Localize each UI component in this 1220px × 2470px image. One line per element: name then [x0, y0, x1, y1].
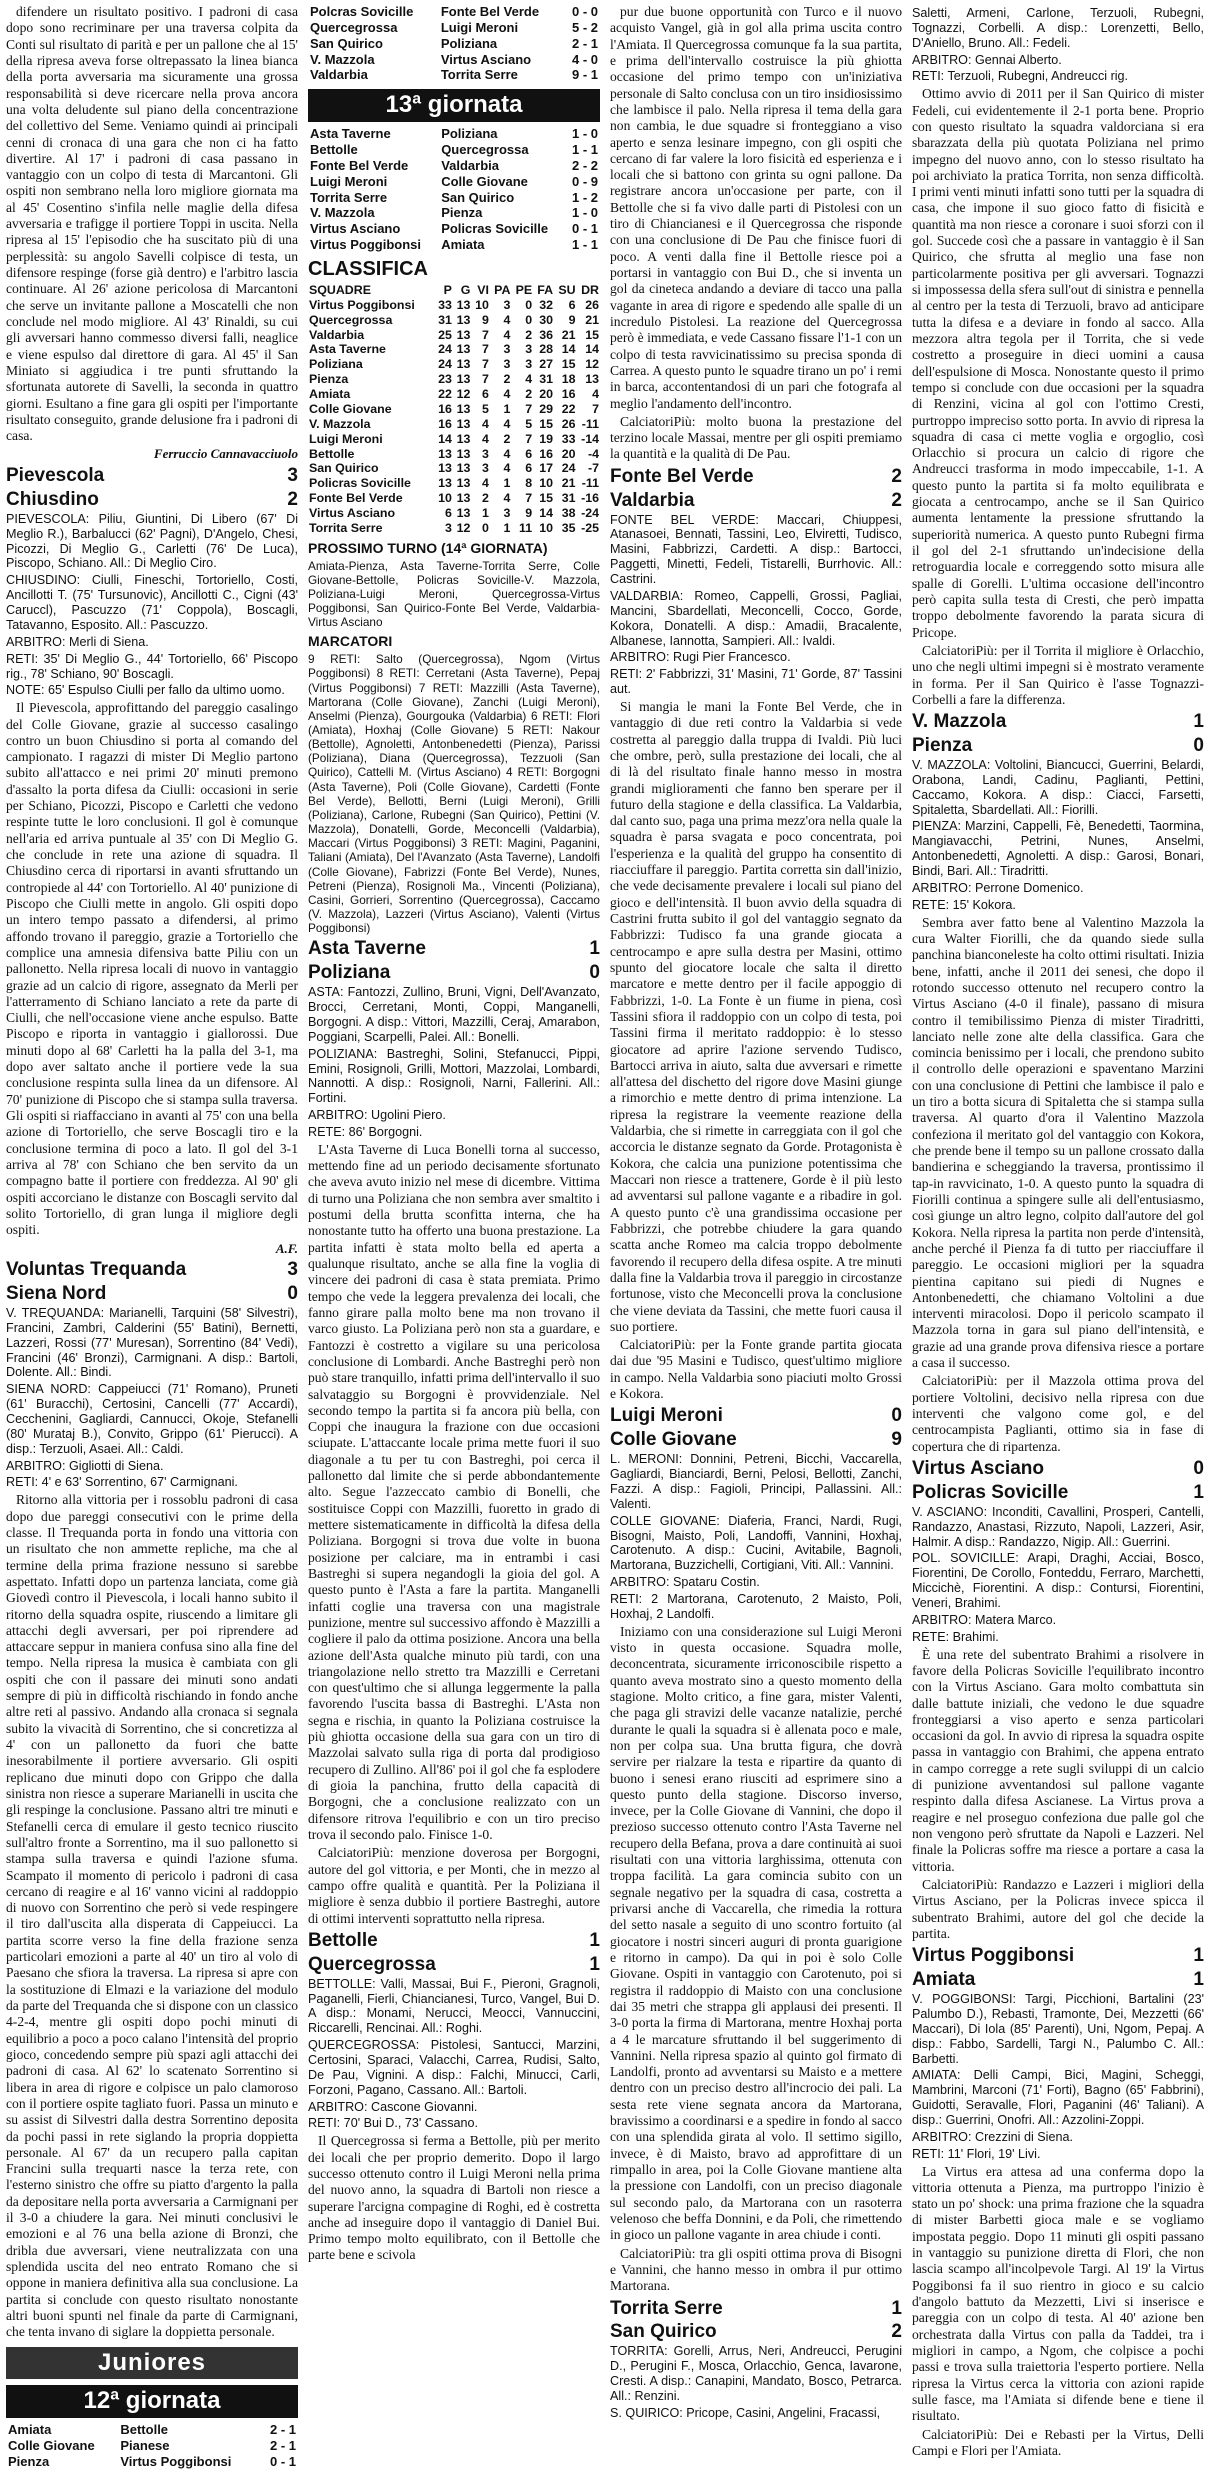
stat-cell: 13: [438, 461, 452, 476]
standings-row: [308, 387, 600, 402]
stat-cell: 9: [568, 312, 576, 327]
stat-cell: 13: [456, 357, 471, 372]
article-text: Ottimo avvio di 2011 per il San Quirico di mister Fedeli, cui evidentemente il 2-1 porta bene. Proprio con questo risultato la squadra valdorciana si era sbarazzata della più quotata Poliziana nel primo impegno del nuovo anno, con lo stesso risultato ha poi archiviato la pratica Torrita, non senza difficoltà. I primi venti minuti infatti sono tutti per la squadra di casa, che impone il suo gioco fatto di fisicità e quantità ma non riesce a coronare i suoi sforzi con il gol. Succede così che a passare in vantaggio è il San Quirico, che sfrutta al meglio una fase non particolarmente positiva per gli avversari. Tognazzi si impossessa della sfera sull'out di sinistra e pennella al centro per la testa di Terzuoli, bravo ad anticipare tutta la difesa e a deviare in fondo al sacco. Alla mezzora altra tegola per il Torrita, che si vede costretto a proseguire in dieci uomini a causa dell'espulsione di Mosca. Nonostante questo il primo tempo si conclude con due occasioni per la squadra di Renzini, vicina al gol con l'ottimo Cresti, purtroppo impreciso sotto porta. In avvio di ripresa la squadra di casa ci mette voglia e orgoglio, così Orlacchio si procura un calcio di rigore che Andreucci trasforma in modo impeccabile, 1-1. A questo punto la partita si fa molto equilibrata e giocata a centrocampo, anche se il San Quirico aumenta lentamente la pressione sfruttando la superiorità numerica. A questo punto Rubegni firma il gol del 2-1 sfruttando un'indecisione della retroguardia locale e correggendo sotto misura alle spalle di Gorelli. L'ultima occasione dell'incontro però capita sulla testa di Cresti, che però impatta troppo debolmente favorendo la parata sicura di Pricope.: [912, 86, 1204, 640]
goals: RETI: 4' e 63' Sorrentino, 67' Carmignani.: [6, 1475, 238, 1490]
stat-cell: 7: [482, 327, 489, 342]
stat-cell: 3: [482, 461, 489, 476]
standings-row: [308, 506, 600, 521]
round-band: 12ª giornata: [6, 2385, 298, 2418]
result-row: San Quirico Poliziana 2 - 1: [310, 35, 598, 51]
stat-cell: 4: [503, 387, 511, 402]
stat-cell: 12: [585, 357, 599, 372]
stat-cell: 7: [525, 431, 533, 446]
stat-cell: -24: [581, 506, 599, 521]
stat-cell: 10: [539, 476, 554, 491]
lineup-away: POL. SOVICILLE: Arapi, Draghi, Acciai, Bosco, Fiorentini, De Corollo, Fonteddu, Ferraro, Marchetti, Miccichè, Fiorentini. A disp.: Contursi, Fiorentini, Veneri, Brahimi.: [912, 1551, 1204, 1610]
lineup-away: VALDARBIA: Romeo, Cappelli, Grossi, Pagliai, Mancini, Sbardellati, Meconcelli, Cocco, Gorde, Kokora, Donatelli. A disp.: Amadii, Bracalente, Albanese, Iannotta, Sampieri. All.: Ivaldi.: [610, 588, 902, 648]
stat-cell: 5: [482, 401, 489, 416]
match-home: Asta Taverne 1: [308, 938, 600, 960]
player-notes: CalciatoriPiù: Randazzo e Lazzeri i migliori della Virtus Asciano, per la Policras invece spicca il subentrato Brahimi, autore del gol che decide la partita.: [912, 1876, 1204, 1941]
stat-cell: 13: [438, 476, 452, 491]
stat-cell: 17: [539, 461, 554, 476]
result-row: V. Mazzola Virtus Asciano 4 - 0: [310, 51, 598, 67]
stat-cell: 26: [561, 416, 576, 431]
section-band-juniores: Juniores: [6, 2347, 298, 2380]
stat-cell: 8: [525, 476, 533, 491]
standings-title: CLASSIFICA: [308, 257, 428, 280]
result-row: Pienza Virtus Poggibonsi 0 - 1: [8, 2453, 296, 2469]
stat-cell: 25: [438, 327, 452, 342]
article-text: È una rete del subentrato Brahimi a risolvere in favore della Policras Sovicille l'equilibrato incontro con la Virtus Asciano. Gara molto combattuta sin dalle battute iniziali, che vedono le due squadre fronteggiarsi a viso aperto e senza particolari occasioni da gol. In avvio di ripresa la squadra ospite passa in vantaggio con Brahimi, che appena entrato in campo corregge a rete sugli sviluppi di un calcio di punizione avventandosi sul pallone vagante respinto dalla difesa Ascianese. La Virtus prova a reagire e nel proseguo confeziona due palle gol che non vengono però sfruttate da Napoli e Lazzeri. Nel finale la Policras soffre ma riesce a portare a casa la vittoria.: [912, 1646, 1204, 1874]
stat-cell: 13: [456, 342, 471, 357]
stat-cell: 13: [456, 327, 471, 342]
stat-cell: 6: [525, 446, 533, 461]
stat-cell: -11: [581, 416, 599, 431]
player-notes: CalciatoriPiù: molto buona la prestazione del terzino locale Massai, mentre per gli ospiti premiamo la quantità e la qualità di De Pau.: [610, 413, 902, 462]
team-name: San Quirico: [309, 461, 379, 476]
stat-cell: 31: [539, 372, 554, 387]
team-name: Colle Giovane: [309, 401, 392, 416]
lineup-home: V. ASCIANO: Inconditi, Cavallini, Prosperi, Cantelli, Randazzo, Anastasi, Rizzuto, Napoli, Lazzeri, Asir, Halmir. A disp.: Randazzo, Nigip. All.: Guerrini.: [912, 1504, 1204, 1549]
match-home: Torrita Serre 1: [610, 2297, 902, 2319]
goals: RETI: Terzuoli, Rubegni, Andreucci rig.: [912, 69, 1129, 84]
result-row: Polcras Sovicille Fonte Bel Verde 0 - 0: [310, 4, 598, 19]
stat-cell: 20: [561, 446, 576, 461]
stat-cell: 10: [475, 297, 489, 312]
goals: RETI: 2' Fabbrizzi, 31' Masini, 71' Gorde, 87' Tassini aut.: [610, 667, 902, 697]
standings-row: [308, 402, 600, 417]
stat-cell: 1: [482, 506, 489, 521]
scorers-title: MARCATORI: [308, 633, 393, 650]
juniores-results-table: [6, 2422, 298, 2470]
result-row: Fonte Bel Verde Valdarbia 2 - 2: [310, 157, 598, 173]
stat-cell: 14: [561, 342, 576, 357]
team-name: V. Mazzola: [309, 416, 371, 431]
stat-cell: -25: [581, 520, 599, 535]
stat-cell: 4: [482, 431, 489, 446]
match-home: Virtus Asciano 0: [912, 1457, 1204, 1479]
stat-cell: 33: [561, 431, 576, 446]
stat-cell: 0: [525, 312, 533, 327]
match-home: V. Mazzola 1: [912, 711, 1204, 733]
stat-cell: 13: [456, 431, 471, 446]
scorers-list: 9 RETI: Salto (Quercegrossa), Ngom (Virtus Poggibonsi) 8 RETI: Cerretani (Asta Taverne), Pepaj (Virtus Poggibonsi) 7 RETI: Mazzilli (Asta Taverne), Martorana (Colle Giovane), Zanchi (Luigi Meroni), Anselmi (Pienza), Gourgouka (Valdarbia) 6 RETI: Flori (Amiata), Hoxhaj (Colle Giovane) 5 RETI: Nakour (Bettolle), Agnoletti, Antonbenedetti (Pienza), Parissi (Poliziana), Diana (Quercegrossa), Tezzuoli (San Quirico), Cattelli M. (Virtus Asciano) 4 RETI: Borgogni (Asta Taverne), Poli (Colle Giovane), Cardetti (Fonte Bel Verde), Bellotti, Berni (Luigi Meroni), Grilli (Poliziana), Carlone, Rubegni (San Quirico), Pettini (V. Mazzola), Donatelli, Gorde, Meconcelli (Valdarbia), Maccari (Virtus Poggibonsi) 3 RETI: Magini, Paganini, Taliani (Amiata), Del l'Avanzato (Asta Taverne), Landolfi (Colle Giovane), Fabrizzi (Fonte Bel Verde), Nunes, Petreni (Pienza), Rosignoli Ma., Vincenti (Poliziana), Casini, Gorrieri, Sorrentino (Quercegrossa), Caccamo (V. Mazzola), Lazzeri (Virtus Asciano), Valenti (Virtus Poggibonsi): [308, 652, 600, 936]
stat-cell: 23: [438, 372, 452, 387]
stat-cell: 2: [525, 327, 533, 342]
stat-cell: 0: [482, 520, 489, 535]
article-text: La Virtus era attesa ad una conferma dopo la vittoria ottenuta a Pienza, ma purtroppo l'inizio è stato un po' shock: una prima frazione che la squadra di mister Barbetti gioca male e se vogliamo impostata peggio. Dopo 11 minuti gli ospiti passano in vantaggio su punizione diretta di Flori, che non lascia scampo all'incolpevole Targi. Al 19' la Virtus Poggibonsi fa il suo rientro in gioco e su calcio d'angolo battuto da Mezzetti, Livi si inserisce e pareggia con un colpo di testa. Al 40' azione ben orchestrata dalla Virtus con palla da Taddei, tra i migliori in campo, a Ngom, che colpisce a pochi passi e trova sulla traiettoria l'esperto portiere. Nella ripresa la Virtus cerca la vittoria con azioni rapide sulle fasce, ma l'Amiata si difende bene e tiene il risultato.: [912, 2163, 1204, 2424]
match-away: Amiata 1: [912, 1969, 1204, 1991]
stat-cell: 33: [438, 297, 452, 312]
lineup-away: SIENA NORD: Cappeiucci (71' Romano), Pruneti (61' Buracchi), Certosini, Cancelli (77' Accardi), Cecchenini, Gagliardi, Cannucci, Okoje, Stefanelli (80' Murataj B.), Convito, Grippo (61' Pierucci). A disp.: Terzuoli, Asaei. All.: Caldi.: [6, 1382, 298, 1456]
goals: RETI: 2 Martorana, Carotenuto, 2 Maisto, Poli, Hoxhaj, 2 Landolfi.: [610, 1591, 902, 1621]
article-text: pur due buone opportunità con Turco e il nuovo acquisto Vangel, già in gol alla prima uscita contro l'Amiata. Il Quercegrossa comunque fa la sua partita, e prima dell'intervallo costruisce la più ghiotta occasione del primo tempo con un'iniziativa personale di Salto conclusa con un tiro insidiosissimo che lambisce il palo. Nella ripresa il tema della gara non cambia, le due squadre si fronteggiano a viso aperto e senza lesinare impegno, con gli ospiti che cercano di far valere la loro fisicità ed esperienza e i locali che si battono con grinta su ogni pallone. Da registrare ancora un'occasione per parte, con il Bettolle che si fa vivo dalle parti di Pistolesi con un tiro di Chiancianesi e il Quercegrossa che risponde con una conclusione di De Pau che finisce fuori di poco. A venti dalla fine il Bettolle riesce poi a portarsi in vantaggio con Bui D., che si inventa un gol da cineteca andando a deviare di tacco una palla vagante in area di rigore e spedendo alle spalle di un incredulo Pistolesi. La reazione del Quercegrossa però è immediata, e vede Cassano fissare l'1-1 con un colpo di testa ravvicinatissimo su precisa sponda di Carrea. A questo punto le squadre tirano un po' i remi in barca, accontentandosi di un pari che fotografa al meglio l'andamento dell'incontro.: [610, 4, 902, 411]
referee: ARBITRO: Perrone Domenico.: [912, 880, 1084, 895]
result-row: Torrita Serre San Quirico 1 - 2: [310, 189, 598, 205]
stat-cell: 31: [438, 312, 452, 327]
article-text: Sembra aver fatto bene al Valentino Mazzola la cura Walter Fiorilli, che da quando siede sulla panchina bianconeleste ha colto ottimi risultati. Inizia bene, infatti, anche il 2011 dei senesi, che dopo il rotondo successo ottenuto nel recupero contro la Virtus Asciano (4-0 il finale), passano di misura contro il temibilissimo Pienza di mister Tiradritti, lanciato nelle zone alte della classifica. Gara che comincia benissimo per i locali, che prendono subito il controllo delle operazioni e spaventano Marzini con una conclusione di Pettini che lambisce il palo e un tiro a botta sicura di Spitaletta che si stampa sulla traversa. Al quarto d'ora il Valentino Mazzola confeziona il meritato gol del vantaggio con Kokora, che prende bene il tempo su un pallone crossato dalla bandierina e scheggiando la traversa, prontissimo il tap-in ravvicinato, 1-0. A questo punto la squadra di Fiorilli continua a spingere sulle ali dell'entusiasmo, così giunge un altro legno, colpito dall'autore del gol Kokora. Nella ripresa la partita non perde d'intensità, anche perché il Pienza fa di tutto per riacciuffare il pareggio. Le occasioni migliori per la squadra pientina capitano sui piedi di Nugnes e Antonbenedetti, che chiamano Voltolini a due interventi miracolosi. Dopo il pericolo scampato il Mazzola torna in gara sul piano dell'intensità, e grazie ad una grande prova difensiva riesce a portare a casa il successo.: [912, 914, 1204, 1371]
match-home: Virtus Poggibonsi 1: [912, 1945, 1204, 1967]
stat-cell: 20: [539, 387, 554, 402]
stat-cell: 13: [456, 372, 471, 387]
stat-cell: -4: [587, 446, 599, 461]
stat-cell: 16: [438, 401, 452, 416]
player-notes: CalciatoriPiù: Dei e Rebasti per la Virtus, Delli Campi e Flori per l'Amiata.: [912, 2426, 1204, 2458]
stat-cell: 15: [539, 416, 554, 431]
stat-cell: -7: [587, 461, 599, 476]
stat-cell: 2: [482, 491, 489, 506]
column-1: [6, 4, 298, 2469]
stat-cell: 4: [525, 372, 533, 387]
stat-cell: 24: [438, 357, 452, 372]
match-away: Siena Nord 0: [6, 1283, 298, 1305]
lineup-home: BETTOLLE: Valli, Massai, Bui F., Pieroni, Gragnoli, Paganelli, Fierli, Chiancianesi, Turco, Vangel, Bui D. A disp.: Monami, Nerucci, Meocci, Vannuccini, Riccarelli, Rencinai. All.: Roghi.: [308, 1976, 600, 2036]
stat-cell: 16: [539, 446, 554, 461]
standings-header-row: SQUADRE P G VI PA PE FA SU DR: [309, 282, 599, 297]
stat-cell: 1: [503, 476, 511, 491]
stat-cell: 7: [592, 401, 599, 416]
stat-cell: 13: [456, 446, 471, 461]
stat-cell: 4: [592, 387, 599, 402]
column-3: [610, 4, 902, 2420]
stat-cell: 13: [456, 491, 471, 506]
next-round-title: PROSSIMO TURNO (14ª GIORNATA): [308, 539, 548, 556]
match-away: Chiusdino 2: [6, 488, 298, 510]
referee: ARBITRO: Rugi Pier Francesco.: [610, 650, 791, 665]
stat-cell: -14: [581, 431, 599, 446]
article-text: Iniziamo con una considerazione sul Luigi Meroni visto in questa occasione. Squadra molle, deconcentrata, sicuramente irriconoscibile rispetto a quanto aveva mostrato sino a questo momento della stagione. Molto critico, a fine gara, mister Valenti, che paga gli stravizi delle vacanze natalizie, perché durante le quali la squadra si è allenata poco e male, non per colpa sua. Una brutta figura, che dovrà servire per rialzare la testa e ripartire da quanto di buono i senesi erano riusciti ad esprimere sino a questo punto della stagione. Discorso inverso, invece, per la Colle Giovane di Vannini, che dopo il prezioso successo ottenuto contro l'Asta Taverne nel recupero della Befana, prova a dare continuità ai suoi risultati con una vittoria larghissima, ottenuta con troppa facilità. La gara comincia subito con un segnale negativo per la squadra di casa, costretta a privarsi anche di Vaccarella, che rimedia la rottura del setto nasale a seguito di uno scontro fortuito (al giocatore i nostri sinceri auguri di pronta guarigione e ritorno in campo). Da qui in poi è solo Colle Giovane. Ospiti in vantaggio con Carotenuto, poi si registra il raddoppio di Maisto con una conclusione dai 35 metri che strappa gli applausi dei presenti. Il 3-0 porta la firma di Martorana, mentre Hoxhaj porta a 4 le marcature sfruttando il bel suggerimento di Vannini. Nella ripresa spazio al quinto gol firmato di Landolfi, pronto ad avventarsi su Maisto e a mettere dentro con un preciso destro all'incrocio dei pali. La sesta rete viene segnata ancora da Martorana, bravissimo a coordinarsi e a spedire in fondo al sacco con una splendida girata al volo. Il settimo sigillo, invece, è di Maisto, bravo ad approfittare di un rimpallo in area, poi la Colle Giovane mantiene alta la pressione con Landolfi, con un preciso diagonale sul secondo palo, da Martorana con un rasoterra velenoso che beffa Donnini, e da Poli, che rimettendo in gioco un pallone vagante in area chiude i conti.: [610, 1623, 902, 2243]
stat-cell: 31: [561, 491, 576, 506]
stat-cell: 21: [561, 327, 576, 342]
stat-cell: 2: [503, 431, 511, 446]
stat-cell: 6: [568, 297, 576, 312]
stat-cell: 13: [456, 312, 471, 327]
player-notes: CalciatoriPiù: per il Torrita il migliore è Orlacchio, uno che negli ultimi impegni si è mostrato veramente in forma. Per il San Quirico è l'asse Tognazzi-Corbelli a fare la differenza.: [912, 642, 1204, 707]
referee: ARBITRO: Crezzini di Siena.: [912, 2129, 1073, 2144]
result-row: Colle Giovane Pianese 2 - 1: [8, 2438, 296, 2454]
stat-cell: 13: [585, 372, 599, 387]
stat-cell: 4: [482, 476, 489, 491]
result-row: Asta Taverne Poliziana 1 - 0: [310, 126, 598, 142]
stat-cell: 2: [525, 387, 533, 402]
standings-row: [308, 521, 600, 536]
stat-cell: 4: [482, 416, 489, 431]
stat-cell: 3: [482, 446, 489, 461]
stat-cell: 4: [503, 416, 511, 431]
referee: ARBITRO: Gennai Alberto.: [912, 52, 1062, 67]
stat-cell: 14: [539, 506, 554, 521]
match-away: Quercegrossa 1: [308, 1953, 600, 1975]
stat-cell: 13: [456, 461, 471, 476]
stat-cell: 22: [438, 387, 452, 402]
stat-cell: 7: [482, 357, 489, 372]
previous-results-table: [308, 4, 600, 83]
stat-cell: 26: [585, 297, 599, 312]
stat-cell: 14: [438, 431, 452, 446]
referee: ARBITRO: Gigliotti di Siena.: [6, 1458, 164, 1473]
stat-cell: 13: [456, 476, 471, 491]
stat-cell: 4: [503, 446, 511, 461]
standings-table: [308, 283, 600, 536]
team-name: Bettolle: [309, 446, 355, 461]
stat-cell: 14: [585, 342, 599, 357]
stat-cell: 13: [456, 401, 471, 416]
stat-cell: 4: [503, 491, 511, 506]
team-name: Valdarbia: [309, 327, 365, 342]
result-row: Quercegrossa Luigi Meroni 5 - 2: [310, 19, 598, 35]
match-away: Colle Giovane 9: [610, 1429, 902, 1451]
referee: ARBITRO: Cascone Giovanni.: [308, 2099, 478, 2114]
standings-row: [308, 476, 600, 491]
article-text: difendere un risultato positivo. I padroni di casa dopo sono recriminare per una traversa colpita da Conti sul risultato di parità e per un pallone che al 15' della ripresa aveva forse oltrepassato la linea bianca della porta avversaria ma sicuramente una grossa responsabilità si deve ricercare nella prova ancora una volta deludente sul piano della concentrazione del collettivo del Seme. Veniamo quindi ai principali cenni di cronaca di una gara che non ci ha fatto divertire. Al 17' i padroni di casa passano in vantaggio con un colpo di testa di Marcantoni. Gli ospiti non sembrano nella loro migliore giornata ma al 45' Cosentino s'infila nelle maglie della difesa avversaria e trafigge il portiere Toppi in uscita. Nella ripresa al 15' l'episodio che ha suscitato più di una perplessità: su angolo Savelli colpisce di testa, un difensore respinge (forse già dentro) e l'arbitro lascia continuare. Al 26' azione pericolosa di Marcantoni che serve un invitante pallone a Moscatelli che non conclude nel modo migliore. Al 43' Rinaldi, su cui gli avversari hanno commesso diversi falli, neaglice e viene espulso dal direttore di gara. Al 45' il San Miniato si aggiudica i tre punti sfruttando la sfortunata autorete di Savelli, la seconda in quattro giorni. Esultano a fine gara gli ospiti per l'importante risultato conseguito, grande delusione fra i padroni di casa.: [6, 4, 298, 444]
stat-cell: 27: [539, 357, 554, 372]
stat-cell: 3: [503, 297, 511, 312]
standings-row: [308, 328, 600, 343]
player-notes: CalciatoriPiù: per il Mazzola ottima prova del portiere Voltolini, decisivo nella ripresa con due interventi che valgono come gol, e del centrocampista Paglianti, ottimo sia in fase di copertura che di ripartenza.: [912, 1373, 1204, 1454]
notes: NOTE: 65' Espulso Ciulli per fallo da ultimo uomo.: [6, 683, 285, 698]
stat-cell: 12: [456, 387, 471, 402]
stat-cell: 6: [445, 506, 452, 521]
stat-cell: 19: [539, 431, 554, 446]
lineup-home: PIEVESCOLA: Piliu, Giuntini, Di Libero (67' Di Meglio R.), Barbalucci (62' Pagni), D'Angelo, Chesi, Picozzi, Di Meglio G., Carletti (76' De Luca), Piscopo, Schiano. All.: Di Meglio Ciro.: [6, 511, 298, 571]
stat-cell: 9: [482, 312, 489, 327]
standings-row: [308, 447, 600, 462]
team-name: Asta Taverne: [309, 342, 386, 357]
stat-cell: 18: [561, 372, 576, 387]
stat-cell: 16: [438, 416, 452, 431]
stat-cell: 7: [482, 372, 489, 387]
stat-cell: 35: [561, 520, 576, 535]
lineup-away: S. QUIRICO: Pricope, Casini, Angelini, Fracassi,: [610, 2405, 881, 2420]
referee: ARBITRO: Spataru Costin.: [610, 1575, 760, 1590]
stat-cell: -11: [581, 476, 599, 491]
stat-cell: 7: [525, 401, 533, 416]
lineup-home: V. TREQUANDA: Marianelli, Tarquini (58' Silvestri), Francini, Zambri, Calderini (55' Batini), Bernetti, Lazzeri, Rossi (77' Muresan), Sorrentino (84' Vedi), Francini (46' Bronzi), Carmignani. A disp.: Bartoli, Dolente. All.: Bindi.: [6, 1306, 298, 1380]
result-row: Luigi Meroni Colle Giovane 0 - 9: [310, 173, 598, 189]
referee: ARBITRO: Merli di Siena.: [6, 634, 149, 649]
stat-cell: 28: [539, 342, 554, 357]
goals: RETI: 35' Di Meglio G., 44' Tortoriello, 66' Piscopo rig., 78' Schiano, 90' Boscagli.: [6, 651, 298, 681]
stat-cell: 5: [525, 416, 533, 431]
lineup-home: V. MAZZOLA: Voltolini, Biancucci, Guerrini, Belardi, Orabona, Landi, Cadinu, Paglianti, Pettini, Caccamo, Kokora. A disp.: Ciacci, Farsetti, Spitaletta, Sbardellati. All.: Fiorilli.: [912, 758, 1204, 817]
author-signature: Ferruccio Cannavacciuolo: [153, 446, 298, 462]
stat-cell: 21: [561, 476, 576, 491]
standings-row: [308, 357, 600, 372]
stat-cell: 7: [525, 491, 533, 506]
column-2: [308, 4, 600, 2324]
stat-cell: 3: [503, 342, 511, 357]
stat-cell: 29: [539, 401, 554, 416]
stat-cell: 3: [525, 357, 533, 372]
match-away: Valdarbia 2: [610, 489, 902, 511]
stat-cell: 13: [456, 416, 471, 431]
team-name: Quercegrossa: [309, 312, 393, 327]
stat-cell: 3: [525, 342, 533, 357]
stat-cell: 15: [585, 327, 599, 342]
match-home: Luigi Meroni 0: [610, 1405, 902, 1427]
stat-cell: 1: [503, 520, 511, 535]
article-text: Ritorno alla vittoria per i rossoblu padroni di casa dopo due pareggi consecutivi con le prime della classe. Il Trequanda porta in fondo una vittoria con un risultato che non ammette repliche, ma che al termine della prima frazione nessuno si sarebbe aspettato. Infatti dopo un partenza lanciata, come già Giovedì contro il Pievescola, i locali hanno subito il ritorno della squadra ospite, riuscendo a limitare gli attacchi degli avversari, per poi riprendere ad attaccare seppur in maniera confusa sino alla fine del tempo. Nella ripresa la musica è cambiata con gli ospiti che con il passare dei minuti sono andati sempre di più in difficoltà rischiando in fondo anche altre reti al passivo. Andando alla cronaca si segnala subito la vivacità di Sorrentino, che si concretizza al 4' con un pallonetto da fuori che batte inesorabilmente il portiere avversario. Gli ospiti replicano due minuti dopo con Grippo che dalla sinistra non riesce a superare Marianelli in uscita che gli respinge la conclusione. Passano altri tre minuti e Stefanelli cerca di emulare il gesto tecnico riuscito sull'altro fronte a Sorrentino, ma il suo pallonetto si stampa sulla traversa e quindi l'azione sfuma. Scampato il momento di pericolo i padroni di casa cercano di reagire e al 16' vanno vicini al raddoppio di nuovo con Sorrentino che però si vede respingere il tiro dall'uscita alla disperata di Cappeiucci. La partita scorre verso la fine della frazione senza particolari emozioni a parte al 40' un tiro al volo di Paesano che sfiora la traversa. La ripresa si apre con la sostituzione di Elmazi e la variazione del modulo da parte del Trequanda che si dispone con un classico 4-2-4, mentre gli ospiti dopo pochi minuti di equilibrio a poco a poco calano l'intensità del proprio gioco, concedendo sempre più spazi agli attacchi dei padroni di casa. Al 62' lo scatenato Sorrentino si libera in area di rigore e colpisce un palo clamoroso con il portiere ospite tagliato fuori. Passa un minuto e su assist di Silvestri dalla destra Sorrentino deposita da pochi passi in rete siglando la propria doppietta personale. Al 67' da un recupero palla capitan Francini sulla trequarti nasce la terza rete, con l'esterno sinistro che offre su piatto d'argento la palla da depositare nella porta avversaria a Carmignani per il 3-0 a chiudere la gara. Nei minuti conclusivi le emozioni e al 76 una bella azione di Bronzi, che dribla due avversari, viene neutralizzata con una splendida uscita del neo entrato Romano che si oppone in maniera definitiva alla sua conclusione. La partita si conclude con questo risultato nonostante altri buoni spunti nel finale da parte di Carmignani, che tenta invano di siglare la doppietta personale.: [6, 1492, 298, 2340]
stat-cell: 15: [561, 357, 576, 372]
round-band: 13ª giornata: [308, 89, 600, 122]
lineup-away: Saletti, Armeni, Carlone, Terzuoli, Rubegni, Tognazzi, Corbelli. A disp.: Lorenzetti, Bello, D'Aniello, Bruno. All.: Fedeli.: [912, 6, 1204, 50]
stat-cell: 3: [445, 520, 452, 535]
article-text: Il Pievescola, approfittando del pareggio casalingo del Colle Giovane, grazie al successo casalingo contro un buon Chiusdino si porta al comando del campionato. I ragazzi di mister Di Meglio partono subito all'attacco e nei primi 20' minuti premono d'assalto la porta difesa da Ciulli: occasioni in serie per Schiano, Picozzi, Piscopo e Carletti che vedono respinte tutte le loro conclusioni. Il gol è comunque nell'aria ed arriva puntuale al 35' con Di Meglio G. che conclude in rete una azione di squadra. Il Chiusdino cerca di riportarsi in avanti sfruttando un contropiede al 44' con Tortoriello. Al 40' punizione di Piscopo che Ciulli mette in angolo. Gli ospiti dopo un intero tempo passato a difendersi, al primo affondo trovano il pareggio, grazie a Tortoriello che complice una amnesia difensiva batte Piliu con un pallonetto. Nella ripresa locali di nuovo in vantaggio grazie ad un calcio di rigore, assegnato da Merli per l'atterramento di Schiano lanciato a rete da parte di Ciulli, che nell'occasione viene anche espulso. Batte Piscopo e riporta in vantaggio i giallorossi. Due minuti dopo al 68' Carletti ha la palla del 3-1, ma dopo aver saltato anche il portiere vede la sua conclusione respinta sulla linea da un difensore. Al 70' punizione di Piscopo che si stampa sulla traversa. Gli ospiti si riaffacciano in avanti al 75' con una bella azione di Tortoriello, che serve Boscagli tiro e la conclusione termina di poco a lato. Il gol del 3-1 arriva al 78' con Schiano che ben servito da un compagno batte il portiere con freddezza. Al 90' gli ospiti accorciano le distanze con Boscagli servito dal solito Tortoriello, di gran lunga il migliore degli ospiti.: [6, 700, 298, 1238]
stat-cell: 38: [561, 506, 576, 521]
standings-row: [308, 342, 600, 357]
player-notes: CalciatoriPiù: menzione doverosa per Borgogni, autore del gol vittoria, e per Monti, che in mezzo al campo offre qualità e quantità. Per la Poliziana il migliore è senza dubbio il portiere Bastreghi, autore di ottimi interventi soprattutto nella ripresa.: [308, 1845, 600, 1926]
standings-row: [308, 417, 600, 432]
standings-row: [308, 491, 600, 506]
match-home: Pievescola 3: [6, 465, 298, 487]
lineup-home: TORRITA: Gorelli, Arrus, Neri, Andreucci, Perugini D., Perugini F., Mosca, Orlacchio, Genca, Iavarone, Cresti. A disp.: Canapini, Mandato, Bosco, Petrarca. All.: Renzini.: [610, 2344, 902, 2403]
match-away: San Quirico 2: [610, 2321, 902, 2343]
stat-cell: 24: [561, 461, 576, 476]
round-results-table: [308, 126, 600, 253]
match-home: Voluntas Trequanda 3: [6, 1259, 298, 1281]
standings-row: [308, 313, 600, 328]
goals: RETE: 15' Kokora.: [912, 897, 1016, 912]
referee: ARBITRO: Ugolini Piero.: [308, 1108, 446, 1123]
match-away: Poliziana 0: [308, 962, 600, 984]
stat-cell: 10: [539, 520, 554, 535]
result-row: Virtus Poggibonsi Amiata 1 - 1: [310, 237, 598, 253]
result-row: Virtus Asciano Policras Sovicille 0 - 1: [310, 221, 598, 237]
stat-cell: 9: [525, 506, 533, 521]
lineup-away: POLIZIANA: Bastreghi, Solini, Stefanucci, Pippi, Emini, Rosignoli, Grilli, Mottori, Mazzolai, Lombardi, Nannotti. A disp.: Rosignoli, Narni, Fallerini. All.: Fortini.: [308, 1046, 600, 1106]
team-name: Policras Sovicille: [309, 476, 411, 491]
standings-row: [308, 461, 600, 476]
stat-cell: 13: [438, 446, 452, 461]
stat-cell: 6: [525, 461, 533, 476]
lineup-home: ASTA: Fantozzi, Zullino, Bruni, Vigni, Dell'Avanzato, Brocci, Cerretani, Monti, Coppi, Manganelli, Borgogni. A disp.: Vittori, Mazzilli, Ceraj, Amarabon, Poggiani, Scarpelli, Palei. All.: Bonelli.: [308, 985, 600, 1044]
stat-cell: 1: [503, 401, 511, 416]
referee: ARBITRO: Matera Marco.: [912, 1612, 1057, 1627]
goals: RETI: 70' Bui D., 73' Cassano.: [308, 2116, 479, 2131]
result-row: Amiata Bettolle 2 - 1: [8, 2422, 296, 2438]
lineup-away: CHIUSDINO: Ciulli, Fineschi, Tortoriello, Costi, Ancillotti T. (75' Tursunovic), Ancillotti C., Cigni (43' Caruccl), Pascuzzo (71' Coppola), Boscagli, Tatavanno, Esposito. All.: Pascuzzo.: [6, 573, 298, 632]
lineup-home: V. POGGIBONSI: Targi, Picchioni, Bartalini (23' Palumbo D.), Rebasti, Tramonte, Dei, Mezzetti (66' Maccari), Di Iola (85' Parenti), Uni, Ngom, Pepaj. A disp.: Fabbo, Sardelli, Targi N., Palumbo C. All.: Barbetti.: [912, 1992, 1204, 2066]
stat-cell: 12: [456, 520, 471, 535]
lineup-away: AMIATA: Delli Campi, Bici, Magini, Scheggi, Mambrini, Marconi (71' Forti), Bagno (65' Fabbrini), Guidotti, Seravalle, Flori, Paganini (46' Taliani). A disp.: Guerrini, Onofri. All.: Azzolini-Zoppi.: [912, 2068, 1204, 2127]
team-name: Virtus Poggibonsi: [309, 297, 415, 312]
stat-cell: 4: [503, 461, 511, 476]
column-4: [912, 4, 1204, 2458]
match-away: Pienza 0: [912, 735, 1204, 757]
match-away: Policras Sovicille 1: [912, 1481, 1204, 1503]
player-notes: CalciatoriPiù: tra gli ospiti ottima prova di Bisogni e Vannini, che hanno messo in ombra il pur ottimo Martorana.: [610, 2245, 902, 2294]
stat-cell: 6: [482, 387, 489, 402]
stat-cell: 3: [503, 506, 511, 521]
lineup-away: QUERCEGROSSA: Pistolesi, Santucci, Marzini, Certosini, Sparaci, Valacchi, Carrea, Rudisi, Salto, De Pau, Vignini. A disp.: Falchi, Minucci, Carli, Forzoni, Pagano, Cassano. All.: Bartoli.: [308, 2038, 600, 2097]
team-name: Fonte Bel Verde: [309, 491, 403, 506]
stat-cell: 13: [456, 297, 471, 312]
article-text: L'Asta Taverne di Luca Bonelli torna al successo, mettendo fine ad un periodo decisamente sfortunato che aveva avuto inizio nel mese di dicembre. Vittima di turno una Poliziana che non sembra aver smaltito i postumi della brutta sconfitta interna, che ha nonostante tutto ha offerto una buona prestazione. La partita infatti è stata molto bella ed aperta a qualunque risultato, anche se alla fine la voglia di vincere dei padroni di casa è stata premiata. Primo tempo che vede la leggera prevalenza dei locali, che fanno girare palla molto bene ma non trovano il varco giusto. La Poliziana però non sta a guardare, e Fantozzi è costretto a vigilare su una pericolosa conclusione di Lombardi. Anche Bastreghi però non può stare tranquillo, infatti prima dell'intervallo il suo salvataggio su Borgogni è provvidenziale. Nel secondo tempo la partita si fa ancora più bella, con Coppi che inaugura la frazione con due occasioni sciupate. L'attaccante locale prima mette fuori il suo diagonale a tu per tu con Bastreghi, poi cerca il pallonetto dal limite che si perde abbondantemente alto. Segue l'azzeccato cambio di Bonelli, che sostituisce Coppi con Mazzilli, fuoretto in grado di mettere sistematicamente in difficoltà la difesa della Poliziana. Borgogni si trova due volte in buona posizione per calciare, ma in entrambi i casi Bastreghi si supera negandogli la gioia del gol. A questo punto è l'Asta a fare la partita. Manganelli infatti coglie una traversa con una magistrale punizione, mentre sul successivo affondo è Mazzilli a cogliere il palo da ottima posizione. Ancora una bella azione dell'Asta qualche minuto più tardi, con una triangolazione nello stretto tra Mazzilli e Cerretani con quest'ultimo che si allunga leggermente la palla favorendo l'uscita bassa di Bastreghi. L'Asta non segna e rischia, in quanto la Poliziana costruisce la più ghiotta occasione della sua gara con un tiro di Mazzolai salvato sulla riga di porta dal prodigioso recupero di Zullino. All'86' poi il gol che fa esplodere di gioia la panchina, frutto della capacità di Borgogni, che a conclusione realizzato con un difensore ritrova l'equilibrio e con un tiro preciso trova il secondo palo. Finisce 1-0.: [308, 1141, 600, 1842]
article-text: Si mangia le mani la Fonte Bel Verde, che in vantaggio di due reti contro la Valdarbia si vede costretta al pareggio dalla truppa di Ivaldi. Più luci che ombre, però, sulla prestazione dei locali, che al di là del risultato finale hanno messo in mostra grandi miglioramenti che fanno ben sperare per il futuro della stagione e della classifica. La Valdarbia, dal canto suo, paga una prima mezz'ora nella quale la squadra è parsa svagata e poco concentrata, poi l'esperienza e la qualità del gruppo ha consentito di riacciuffare il pareggio. Partita corretta sin dall'inizio, che vede decisamente prevalere i locali sul piano del gioco e dell'intensità. Il buon avvio della squadra di Castrini frutta subito il gol del vantaggio segnato da Fabbrizzi: Tudisco fa una grande giocata a centrocampo e apre sulla destra per Masini, ottimo spunto del giocatore locale che salta il diretto marcatore e mette dentro per il facile appoggio di Fabbrizzi, 1-0. La Fonte è un fiume in piena, così Tassini sfiora il raddoppio con un colpo di testa, poi Tassini firma il meritato raddoppio: è lo stesso giocatore ad aprire l'azione servendo Tudisco, Bartocci arriva in aiuto, salta due avversari e rimette all'attesa del dischetto del rigore dove Masini giunge a rimorchio e mette dentro di prima intenzione. La ripresa la registrare la veemente reazione della Valdarbia, che si rimette in carreggiata con il gol che accorcia le distanze segnato da Gorde. Protagonista è Kokora, che calcia una punizione potentissima che Maccari non riesce a trattenere, Gorde è il più lesto ad avventarsi sul pallone vagante e a ribadire in gol. A questo punto c'è una grandissima occasione per Fabbrizzi, che potrebbe chiudere la gara quando scatta anche Romeo ma calcia troppo debolmente favorendo il recupero della difesa ospite. A tre minuti dalla fine la Valdarbia trova il pareggio in circostanze fortunose, visto che Meconcelli prova la conclusione che viene deviata da Tassini, che mette fuori causa il suo portiere.: [610, 698, 902, 1334]
stat-cell: 3: [503, 357, 511, 372]
team-name: Poliziana: [309, 357, 363, 372]
stat-cell: 0: [525, 297, 533, 312]
result-row: Valdarbia Torrita Serre 9 - 1: [310, 67, 598, 83]
stat-cell: 24: [438, 342, 452, 357]
stat-cell: 2: [503, 372, 511, 387]
stat-cell: 7: [482, 342, 489, 357]
result-row: V. Mazzola Pienza 1 - 0: [310, 205, 598, 221]
goals: RETE: Brahimi.: [912, 1629, 999, 1644]
stat-cell: 13: [456, 506, 471, 521]
stat-cell: 22: [561, 401, 576, 416]
stat-cell: 15: [539, 491, 554, 506]
match-home: Fonte Bel Verde 2: [610, 465, 902, 487]
article-text: Il Quercegrossa si ferma a Bettolle, più per merito dei locali che per proprio demerito. Dopo il largo successo ottenuto contro il Luigi Meroni nella prima del nuovo anno, la squadra di Bartoli non riesce a superare l'arcigna compagine di Roghi, ed è costretta anche ad inseguire dopo il vantaggio di Daniel Bui. Primo tempo molto equilibrato, con il Bettolle che parte bene e scivola: [308, 2133, 600, 2263]
stat-cell: 16: [561, 387, 576, 402]
lineup-away: PIENZA: Marzini, Cappelli, Fè, Benedetti, Taormina, Mangiavacchi, Petrini, Nunes, Anselmi, Antonbenedetti, Agnoletti. A disp.: Garosi, Bonari, Bindi, Bari. All.: Tiradritti.: [912, 819, 1204, 879]
lineup-home: L. MERONI: Donnini, Petreni, Bicchi, Vaccarella, Gagliardi, Bianciardi, Berni, Pelosi, Bellotti, Zanchi, Fazzi. A disp.: Fagioli, Principi, Pallassini. All.: Valenti.: [610, 1452, 902, 1511]
match-home: Bettolle 1: [308, 1929, 600, 1951]
player-notes: CalciatoriPiù: per la Fonte grande partita giocata dai due '95 Masini e Tudisco, quest'ultimo migliore in campo. Nella Valdarbia sono piaciuti molto Grossi e Kokora.: [610, 1337, 902, 1402]
lineup-home: FONTE BEL VERDE: Maccari, Chiuppesi, Atanasoei, Bennati, Tassini, Leo, Elviretti, Tudisco, Masini, Fabbrizzi, Cardetti. A disp.: Bartocci, Paggetti, Minetti, Fedeli, Tistarelli, Burrhovic. All.: Castrini.: [610, 512, 902, 587]
stat-cell: 11: [519, 520, 533, 535]
stat-cell: 32: [539, 297, 554, 312]
stat-cell: 30: [539, 312, 554, 327]
stat-cell: 21: [585, 312, 599, 327]
standings-row: [308, 372, 600, 387]
team-name: Pienza: [309, 372, 349, 387]
stat-cell: 10: [438, 491, 452, 506]
author-signature: A.F.: [275, 1240, 298, 1256]
standings-row: [308, 298, 600, 313]
lineup-away: COLLE GIOVANE: Diaferia, Franci, Nardi, Rugi, Bisogni, Maisto, Poli, Landoffi, Vannini, Hoxhaj, Carotenuto. A disp.: Cucini, Avitabile, Bagnoli, Martorana, Buzzichelli, Cortigiani, Viti. All.: Vannini.: [610, 1513, 902, 1573]
stat-cell: 4: [503, 327, 511, 342]
result-row: Bettolle Quercegrossa 1 - 1: [310, 141, 598, 157]
standings-row: [308, 432, 600, 447]
team-name: Luigi Meroni: [309, 431, 383, 446]
stat-cell: 4: [503, 312, 511, 327]
next-round-fixtures: Amiata-Pienza, Asta Taverne-Torrita Serre, Colle Giovane-Bettolle, Policras Sovicille-V. Mazzola, Poliziana-Luigi Meroni, Quercegrossa-Virtus Poggibonsi, San Quirico-Fonte Bel Verde, Valdarbia-Virtus Asciano: [308, 558, 600, 630]
goals: RETI: 11' Flori, 19' Livi.: [912, 2146, 1041, 2161]
team-name: Amiata: [309, 387, 351, 402]
team-name: Virtus Asciano: [309, 506, 396, 521]
stat-cell: 36: [539, 327, 554, 342]
goals: RETE: 86' Borgogni.: [308, 1124, 423, 1139]
stat-cell: -16: [581, 491, 599, 506]
team-name: Torrita Serre: [309, 520, 383, 535]
